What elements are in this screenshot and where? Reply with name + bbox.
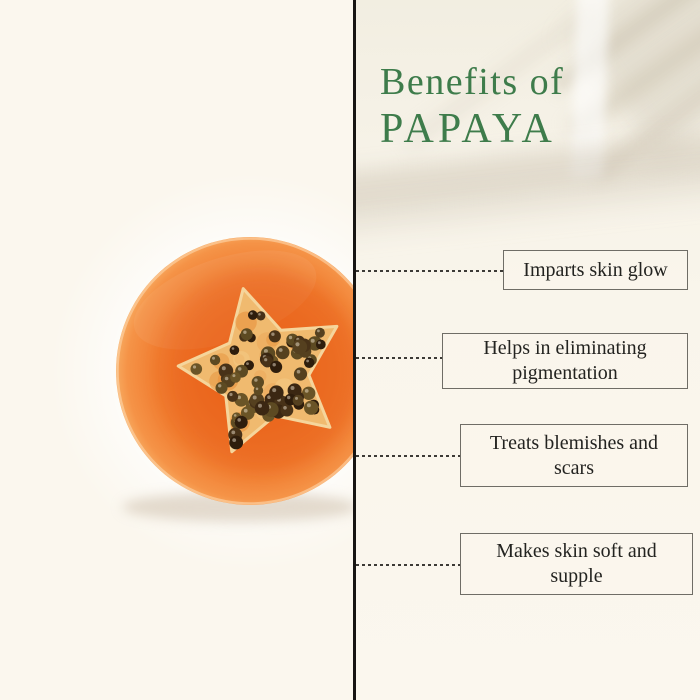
connector-line-4 <box>356 564 460 566</box>
page-title <box>380 60 564 153</box>
title-line-2: PAPAYA <box>380 106 556 152</box>
benefit-box-4 <box>460 533 693 595</box>
benefit-label: Imparts skin glow <box>523 258 668 281</box>
benefit-box-2 <box>442 333 688 389</box>
connector-line-2 <box>356 357 442 359</box>
connector-line-3 <box>356 455 460 457</box>
benefit-label: Makes skin soft and supple <box>496 540 657 587</box>
benefit-box-1 <box>503 250 688 290</box>
benefit-label: Treats blemishes and scars <box>489 431 659 479</box>
connector-line-1 <box>356 270 503 272</box>
benefit-box-3 <box>460 424 688 487</box>
title-line-1: Benefits of <box>380 61 565 103</box>
benefit-label: Helps in eliminating pigmentation <box>483 337 647 384</box>
